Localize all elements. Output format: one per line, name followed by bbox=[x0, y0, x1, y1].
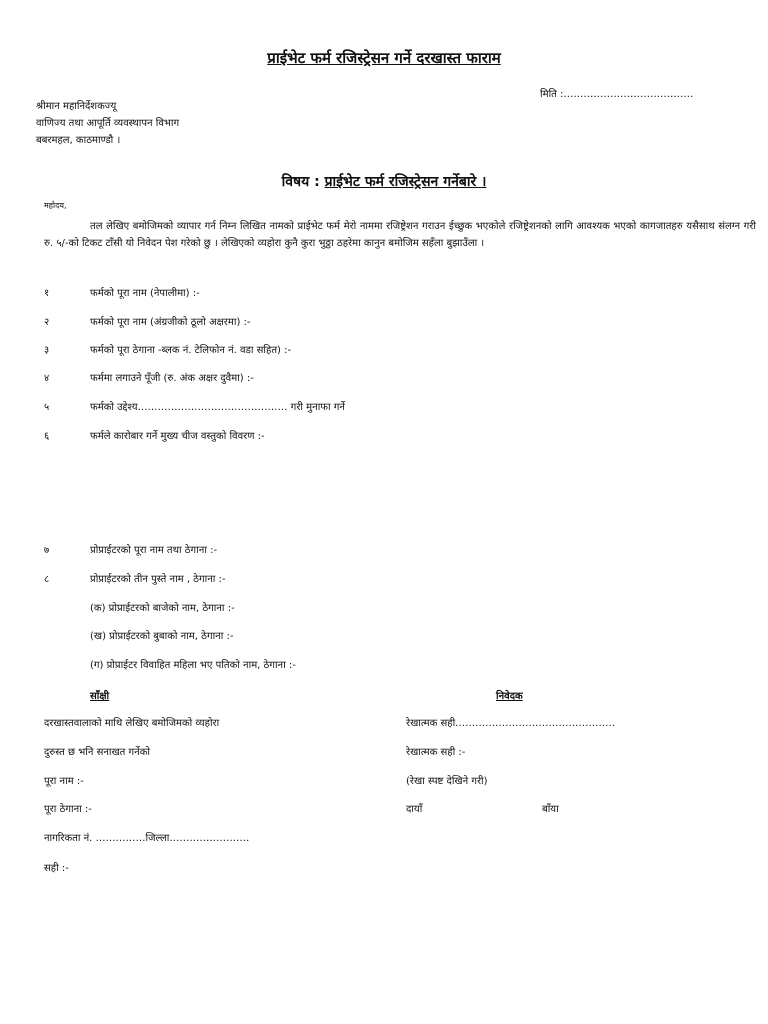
item-firm-address: फर्मको पूरा ठेगाना -ब्लक नं. टेलिफोन नं. वडा सहित) :- bbox=[90, 345, 292, 356]
subject-text: प्राईभेट फर्म रजिस्ट्रेसन गर्नेबारे । bbox=[324, 174, 487, 190]
item-firm-objective: फर्मको उद्देश्य……………………………………… गरी मुनाफा गर्ने bbox=[90, 402, 345, 413]
salutation: महोदय, bbox=[44, 201, 67, 210]
date-field: मिति :………………………………… bbox=[540, 89, 694, 100]
item-number: ३ bbox=[44, 345, 50, 356]
addressee-block bbox=[36, 98, 179, 149]
applicant-signature: रेखात्मक सही :- bbox=[406, 747, 466, 758]
item-number: ४ bbox=[44, 373, 50, 384]
witness-line: दुरुस्त छ भनि सनाखत गर्नेको bbox=[44, 747, 151, 758]
body-paragraph: तल लेखिए बमोजिमको व्यापार गर्न निम्न लिखित नामको प्राईभेट फर्म मेरो नाममा रजिष्ट्रेशन गराउन ईच्छुक भएकोले रजिष्ट्रेशनको लागि आवश्यक भएको कागजातहरु यसैसाथ संलग्न गरी रु. ५/-को टिकट टाँसी यो निवेदन पेश गरेको छु । लेखिएको व्यहोरा कुनै कुरा भुठ्ठा ठहरेमा कानुन बमोजिम सहँला बुझाउँला । bbox=[44, 221, 756, 249]
subitem-grandfather: (क) प्रोप्राईटरको बाजेको नाम, ठेगाना :- bbox=[90, 603, 235, 614]
item-firm-name-english: फर्मको पूरा नाम (अंग्रजीको ठूलो अक्षरमा) :- bbox=[90, 317, 251, 328]
subject-label: विषय : bbox=[281, 174, 320, 190]
item-proprietor-name: प्रोप्राईटरको पूरा नाम तथा ठेगाना :- bbox=[90, 545, 218, 556]
subject-line bbox=[0, 172, 768, 191]
applicant-signature-note: (रेखा स्पष्ट देखिने गरी) bbox=[406, 776, 488, 787]
addressee-line: बबरमहल, काठमाण्डौ । bbox=[36, 135, 121, 146]
left-thumb-label: बाँया bbox=[542, 804, 559, 815]
item-goods-description: फर्मले कारोबार गर्ने मुख्य चीज वस्तुको विवरण :- bbox=[90, 431, 265, 442]
applicant-heading: निवेदक bbox=[496, 691, 523, 702]
applicant-signature-line: रेखात्मक सही………………………………………… bbox=[406, 718, 616, 729]
item-number: २ bbox=[44, 317, 50, 328]
item-number: ६ bbox=[44, 431, 50, 442]
witness-heading: साँक्षी bbox=[90, 691, 110, 702]
item-number: १ bbox=[44, 288, 50, 299]
witness-address: पूरा ठेगाना :- bbox=[44, 804, 92, 815]
subitem-father: (ख) प्रोप्राईटरको बुबाको नाम, ठेगाना :- bbox=[90, 631, 234, 642]
addressee-line: श्रीमान महानिर्देशकज्यू bbox=[36, 101, 117, 112]
subitem-husband: (ग) प्रोप्राईटर विवाहित महिला भए पतिको नाम, ठेगाना :- bbox=[90, 660, 296, 671]
witness-line: दरखास्तवालाको माथि लेखिए बमोजिमको व्यहोरा bbox=[44, 718, 220, 729]
addressee-line: वाणिज्य तथा आपूर्ति व्यवस्थापन विभाग bbox=[36, 118, 180, 129]
right-thumb-label: दायाँ bbox=[406, 804, 423, 815]
item-number: ८ bbox=[44, 574, 50, 585]
item-number: ७ bbox=[44, 545, 50, 556]
witness-name: पूरा नाम :- bbox=[44, 776, 84, 787]
form-title: प्राईभेट फर्म रजिस्ट्रेसन गर्ने दरखास्त फाराम bbox=[267, 49, 501, 67]
witness-signature: सही :- bbox=[44, 863, 69, 874]
witness-citizenship: नागरिकता नं. ……………जिल्ला…………………… bbox=[44, 833, 250, 844]
item-number: ५ bbox=[44, 402, 50, 413]
item-firm-capital: फर्ममा लगाउने पूँजी (रु. अंक अक्षर दुवैमा) :- bbox=[90, 373, 254, 384]
item-firm-name-nepali: फर्मको पूरा नाम (नेपालीमा) :- bbox=[90, 288, 200, 299]
item-proprietor-lineage: प्रोप्राईटरको तीन पुस्ते नाम , ठेगाना :- bbox=[90, 574, 226, 585]
